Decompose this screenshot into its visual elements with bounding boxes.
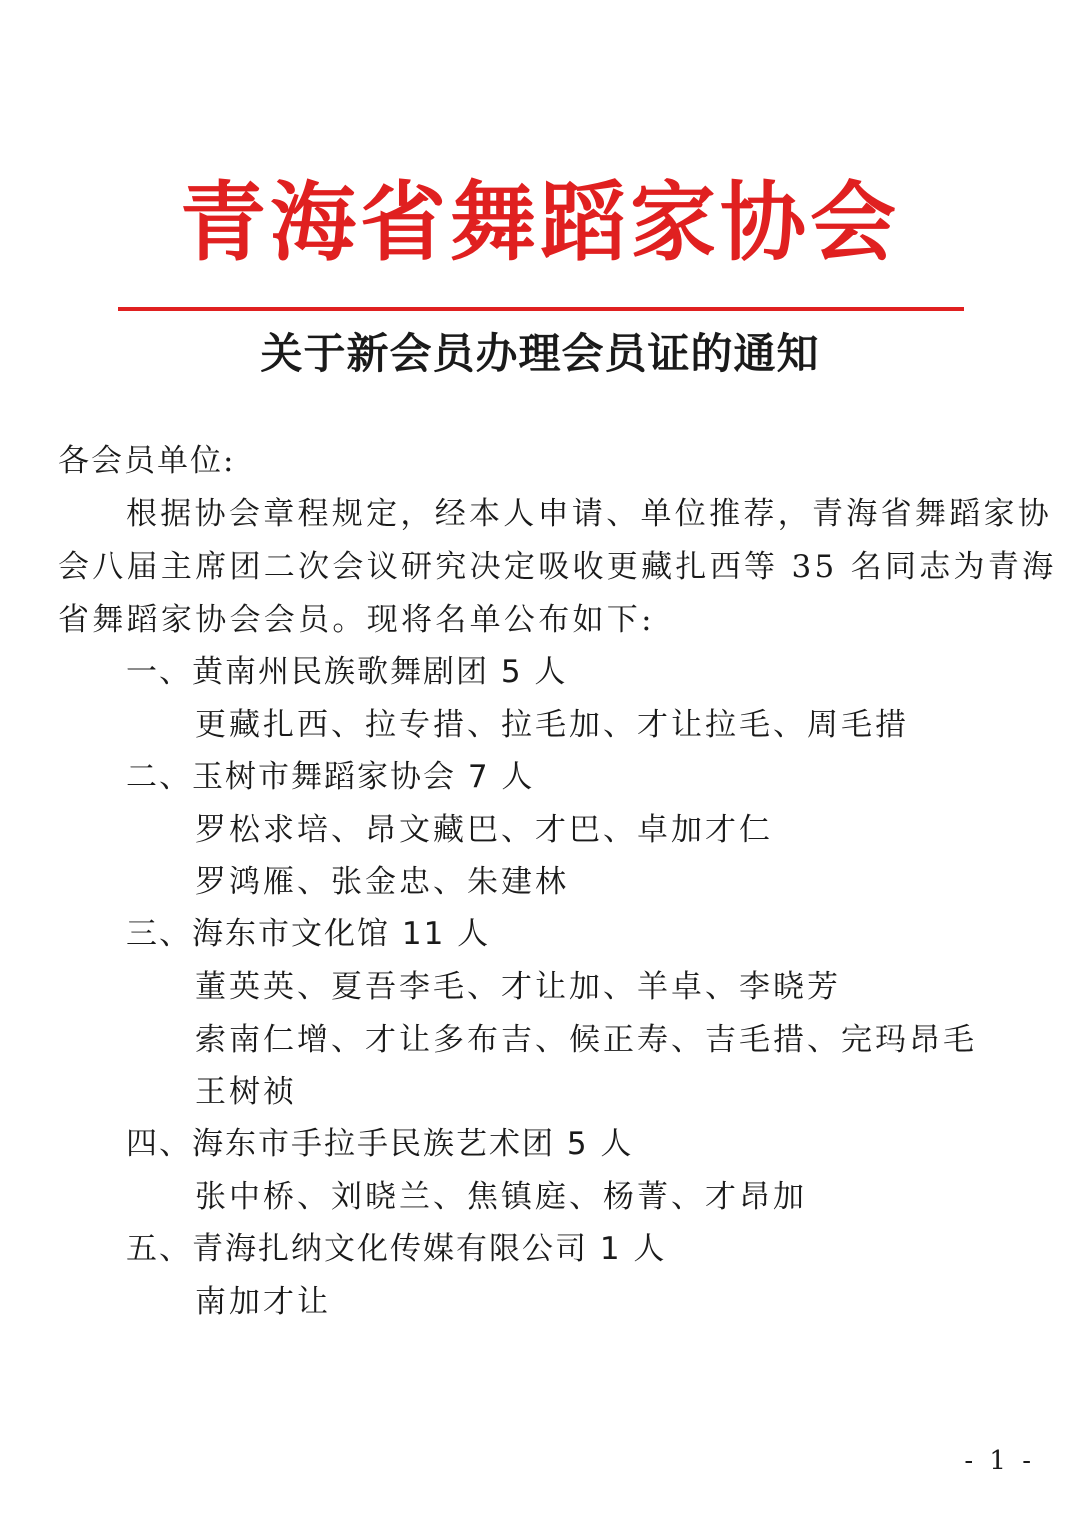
paragraph-line: 根据协会章程规定，经本人申请、单位推荐，青海省舞蹈家协 xyxy=(126,496,1053,532)
member-names-line: 罗松求培、昂文藏巴、才巴、卓加才仁 xyxy=(195,812,773,848)
member-names-line: 董英英、夏吾李毛、才让加、羊卓、李晓芳 xyxy=(195,969,841,1005)
member-names-line: 南加才让 xyxy=(195,1284,331,1320)
member-names-line: 王树祯 xyxy=(195,1074,297,1110)
group-heading: 五、青海扎纳文化传媒有限公司 1 人 xyxy=(126,1231,667,1267)
member-names-line: 罗鸿雁、张金忠、朱建林 xyxy=(195,864,569,900)
organization-title: 青海省舞蹈家协会 xyxy=(180,173,900,273)
paragraph-line: 会八届主席团二次会议研究决定吸收更藏扎西等 35 名同志为青海 xyxy=(58,549,1057,585)
group-heading: 一、黄南州民族歌舞剧团 5 人 xyxy=(126,654,568,690)
notice-title: 关于新会员办理会员证的通知 xyxy=(260,329,820,378)
member-names-line: 张中桥、刘晓兰、焦镇庭、杨菁、才昂加 xyxy=(195,1179,807,1215)
group-heading: 二、玉树市舞蹈家协会 7 人 xyxy=(126,759,535,795)
member-names-line: 更藏扎西、拉专措、拉毛加、才让拉毛、周毛措 xyxy=(195,707,909,743)
group-heading: 三、海东市文化馆 11 人 xyxy=(126,916,491,952)
header-red-rule xyxy=(118,307,964,311)
salutation: 各会员单位: xyxy=(58,443,236,479)
member-names-line: 索南仁增、才让多布吉、候正寿、吉毛措、完玛昂毛 xyxy=(195,1022,977,1058)
paragraph-line: 省舞蹈家协会会员。现将名单公布如下: xyxy=(58,602,655,638)
page-number: - 1 - xyxy=(964,1446,1035,1476)
group-heading: 四、海东市手拉手民族艺术团 5 人 xyxy=(126,1126,634,1162)
